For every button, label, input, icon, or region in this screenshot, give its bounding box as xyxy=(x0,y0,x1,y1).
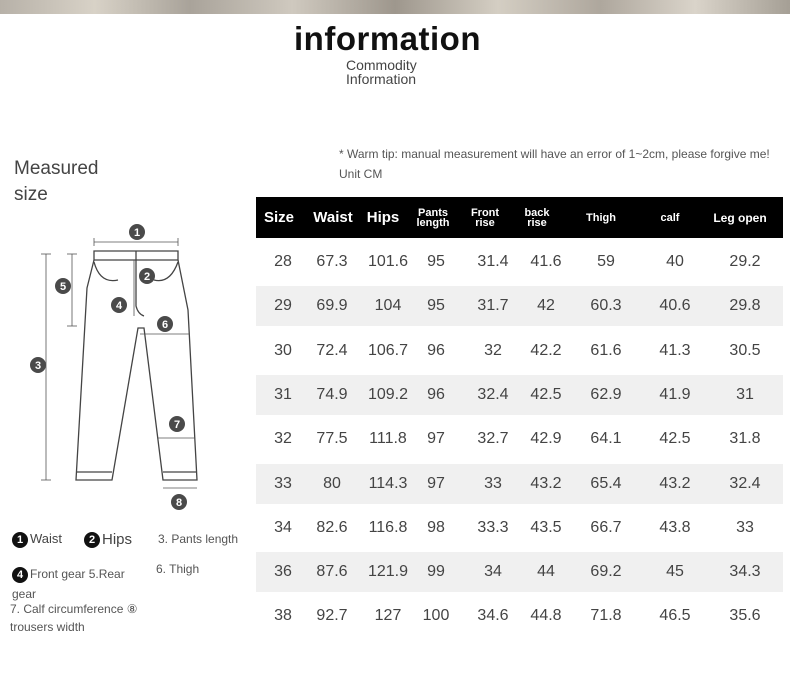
cell-calf: 40 xyxy=(666,253,684,270)
cell-pants-length: 96 xyxy=(427,385,445,403)
cell-back-rise: 42.2 xyxy=(530,341,562,359)
header-size: Size xyxy=(263,209,294,226)
header-thigh: Thigh xyxy=(586,211,616,224)
cell-pants-length: 97 xyxy=(427,430,445,448)
cell-leg-open: 31.8 xyxy=(729,430,761,448)
cell-thigh: 62.9 xyxy=(590,385,622,403)
header-waist: Waist xyxy=(313,209,353,226)
cell-leg-open: 33 xyxy=(736,518,754,536)
cell-waist: 69.9 xyxy=(316,297,348,315)
cell-leg-open: 32.4 xyxy=(729,474,761,492)
cell-thigh: 66.7 xyxy=(590,518,622,536)
header-leg-open: Leg open xyxy=(713,210,767,225)
cell-hips: 116.8 xyxy=(368,518,408,536)
cell-waist: 67.3 xyxy=(316,253,348,270)
cell-size: 34 xyxy=(274,518,292,536)
cell-calf: 41.9 xyxy=(659,385,691,403)
pants-outline-illustration xyxy=(20,218,240,518)
cell-thigh: 64.1 xyxy=(590,430,622,448)
table-row xyxy=(256,552,783,592)
cell-front-rise: 32 xyxy=(484,341,502,359)
cell-pants-length: 95 xyxy=(427,297,445,315)
cell-size: 38 xyxy=(274,607,292,625)
marker-3: 3 xyxy=(34,360,42,372)
cell-hips: 111.8 xyxy=(369,430,407,448)
cell-front-rise: 32.4 xyxy=(477,385,509,403)
cell-waist: 74.9 xyxy=(316,385,348,403)
cell-leg-open: 31 xyxy=(736,385,754,403)
cell-pants-length: 97 xyxy=(427,474,445,492)
cell-hips: 109.2 xyxy=(367,385,409,403)
cell-calf: 45 xyxy=(666,563,684,581)
cell-hips: 114.3 xyxy=(368,474,408,492)
table-row xyxy=(256,508,783,548)
legend-thigh: 6. Thigh xyxy=(156,562,200,576)
cell-leg-open: 30.5 xyxy=(729,341,761,359)
header-back-rise: back rise xyxy=(524,206,550,229)
cell-pants-length: 99 xyxy=(427,563,445,581)
marker-1: 1 xyxy=(133,227,141,239)
legend-calf: 7. Calf circumference ⑧ trousers width xyxy=(10,602,138,634)
cell-size: 30 xyxy=(274,341,292,359)
cell-calf: 43.2 xyxy=(659,474,691,492)
legend-hips-label: Hips xyxy=(102,531,133,548)
cell-pants-length: 96 xyxy=(427,341,445,359)
cell-back-rise: 42.9 xyxy=(530,430,562,448)
cell-pants-length: 100 xyxy=(422,607,450,625)
header-calf: calf xyxy=(660,211,680,224)
number-1-icon: 1 xyxy=(12,532,28,548)
table-row xyxy=(256,242,783,282)
cell-hips: 106.7 xyxy=(367,341,409,359)
cell-size: 32 xyxy=(274,430,292,448)
cell-back-rise: 42 xyxy=(537,297,555,315)
cell-front-rise: 31.4 xyxy=(477,253,509,270)
header-pants-length: Pants length xyxy=(416,206,450,229)
legend-waist xyxy=(12,531,62,548)
pants-diagram xyxy=(20,218,240,518)
marker-4: 4 xyxy=(115,300,123,312)
cell-hips: 101.6 xyxy=(367,253,409,270)
marker-5: 5 xyxy=(59,281,67,293)
table-row xyxy=(256,464,783,504)
warm-tip: * Warm tip: manual measurement will have an error of 1~2cm, please forgive me! xyxy=(339,147,770,161)
cell-size: 31 xyxy=(274,385,292,403)
cell-leg-open: 29.2 xyxy=(729,253,761,270)
cell-pants-length: 98 xyxy=(427,518,445,536)
measured-size-heading: Measured size xyxy=(14,158,99,205)
cell-size: 28 xyxy=(274,253,292,270)
cell-hips: 127 xyxy=(374,607,402,625)
cell-back-rise: 42.5 xyxy=(530,385,562,403)
header-hips: Hips xyxy=(366,209,400,226)
cell-front-rise: 31.7 xyxy=(477,297,509,315)
page-title: information xyxy=(294,20,481,57)
table-row xyxy=(256,375,783,415)
number-4-icon: 4 xyxy=(12,567,28,583)
table-row xyxy=(256,596,783,636)
wood-banner xyxy=(0,0,790,14)
cell-waist: 87.6 xyxy=(316,563,348,581)
cell-thigh: 69.2 xyxy=(590,563,622,581)
table-row xyxy=(256,419,783,459)
cell-thigh: 59 xyxy=(597,253,615,270)
cell-size: 29 xyxy=(274,297,292,315)
cell-front-rise: 33.3 xyxy=(477,518,509,536)
marker-2: 2 xyxy=(143,271,151,283)
cell-hips: 104 xyxy=(374,297,402,315)
cell-thigh: 60.3 xyxy=(590,297,622,315)
marker-6: 6 xyxy=(161,319,169,331)
cell-waist: 92.7 xyxy=(316,607,348,625)
cell-thigh: 71.8 xyxy=(590,607,622,625)
cell-back-rise: 41.6 xyxy=(530,253,562,270)
cell-pants-length: 95 xyxy=(427,253,445,270)
cell-leg-open: 29.8 xyxy=(729,297,761,315)
legend-front-gear xyxy=(12,564,152,604)
table-row xyxy=(256,331,783,371)
marker-8: 8 xyxy=(175,497,183,509)
cell-leg-open: 35.6 xyxy=(729,607,761,625)
cell-back-rise: 44.8 xyxy=(530,607,562,625)
marker-7: 7 xyxy=(173,419,181,431)
cell-waist: 77.5 xyxy=(316,430,348,448)
header-front-rise: Front rise xyxy=(470,206,500,229)
table-row xyxy=(256,286,783,326)
cell-front-rise: 32.7 xyxy=(477,430,509,448)
cell-front-rise: 33 xyxy=(484,474,502,492)
cell-waist: 80 xyxy=(323,474,341,492)
cell-size: 33 xyxy=(274,474,292,492)
cell-thigh: 61.6 xyxy=(590,341,622,359)
number-2-icon: 2 xyxy=(84,532,100,548)
cell-thigh: 65.4 xyxy=(590,474,622,492)
cell-leg-open: 34.3 xyxy=(729,563,761,581)
cell-size: 36 xyxy=(274,563,292,581)
unit-label: Unit CM xyxy=(339,167,383,181)
cell-back-rise: 43.5 xyxy=(530,518,562,536)
cell-calf: 41.3 xyxy=(659,341,691,359)
cell-back-rise: 44 xyxy=(537,563,555,581)
cell-calf: 42.5 xyxy=(659,430,691,448)
cell-calf: 43.8 xyxy=(659,518,691,536)
cell-waist: 72.4 xyxy=(316,341,348,359)
table-header xyxy=(256,197,783,238)
legend-hips xyxy=(84,531,132,548)
cell-waist: 82.6 xyxy=(316,518,348,536)
cell-calf: 40.6 xyxy=(659,297,691,315)
cell-calf: 46.5 xyxy=(659,607,691,625)
cell-front-rise: 34.6 xyxy=(477,607,509,625)
size-table xyxy=(256,197,783,625)
cell-hips: 121.9 xyxy=(367,563,409,581)
cell-back-rise: 43.2 xyxy=(530,474,562,492)
legend-front-gear-label: Front gear 5.Rear gear xyxy=(12,567,125,601)
cell-front-rise: 34 xyxy=(484,563,502,581)
legend-pants-length: 3. Pants length xyxy=(158,532,239,546)
legend-waist-label: Waist xyxy=(30,531,63,546)
page-subtitle: Commodity Information xyxy=(346,57,417,87)
